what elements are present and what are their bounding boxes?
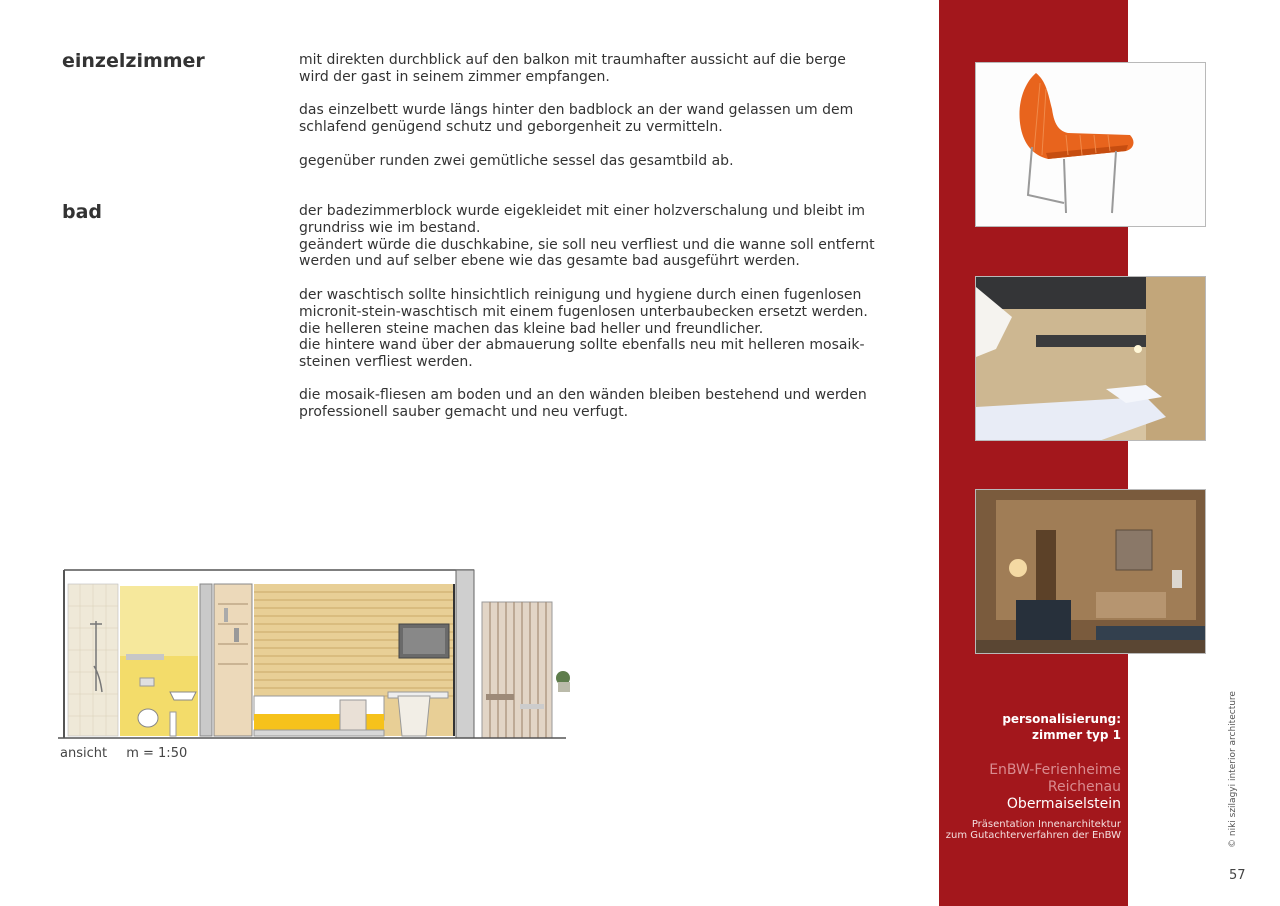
balcony-screen [482,602,552,738]
photo-bedroom [975,276,1206,441]
copyright-notice: © niki szilagyi interior architecture [1228,691,1238,848]
elevation-drawing [58,566,578,742]
project-location: Reichenau [1047,779,1121,795]
shelf-cabinet [214,584,252,736]
paragraph: der badezimmerblock wurde eigekleidet mit einer holzverschalung und bleibt im grundriss wie im bestand. geändert würde die duschkabine, sie soll neu verfliest und die wanne soll entfernt werden und auf selber ebene wie das gesamte bad ausgeführt werden. [299,203,875,270]
drawing-view-label: ansicht [60,746,108,761]
washbasin [170,692,196,700]
caption-personalisierung: personalisierung: [1002,712,1121,726]
photo-lobby [975,489,1206,654]
drawing-scale: m = 1:50 [126,746,188,761]
project-name: EnBW-Ferienheime [989,762,1121,778]
paragraph: die mosaik-fliesen am boden und an den wänden bleiben bestehend und werden professionell sauber gemacht und neu verfugt. [299,387,867,420]
caption-zimmer-typ: zimmer typ 1 [1031,728,1121,742]
drawing-label [60,746,187,761]
paragraph: der waschtisch sollte hinsichtlich reinigung und hygiene durch einen fugenlosen micronit-stein-waschtisch mit einem fugenlosen unterbaubecken ersetzt werden. die helleren steine machen das kleine bad heller und freundlicher. die hintere wand über der abmauerung sollte ebenfalls neu mit helleren mosaik- steinen verfliest werden. [299,287,868,371]
paragraph: gegenüber runden zwei gemütliche sessel das gesamtbild ab. [299,153,734,169]
project-town: Obermaiselstein [1006,796,1121,812]
presentation-subtitle: Präsentation Innenarchitektur [971,819,1121,830]
presentation-subtitle-2: zum Gutachterverfahren der EnBW [945,830,1121,841]
heading-bad: bad [62,201,103,223]
toilet [138,709,158,727]
paragraph: das einzelbett wurde längs hinter den badblock an der wand gelassen um dem schlafend genügend schutz und geborgenheit zu vermitteln. [299,102,854,135]
paragraph: mit direkten durchblick auf den balkon mit traumhafter aussicht auf die berge wird der gast in seinem zimmer empfangen. [299,52,846,85]
page-number: 57 [1229,868,1246,883]
heading-einzelzimmer: einzelzimmer [62,50,205,72]
photo-chair [975,62,1206,227]
armchair [398,696,430,736]
